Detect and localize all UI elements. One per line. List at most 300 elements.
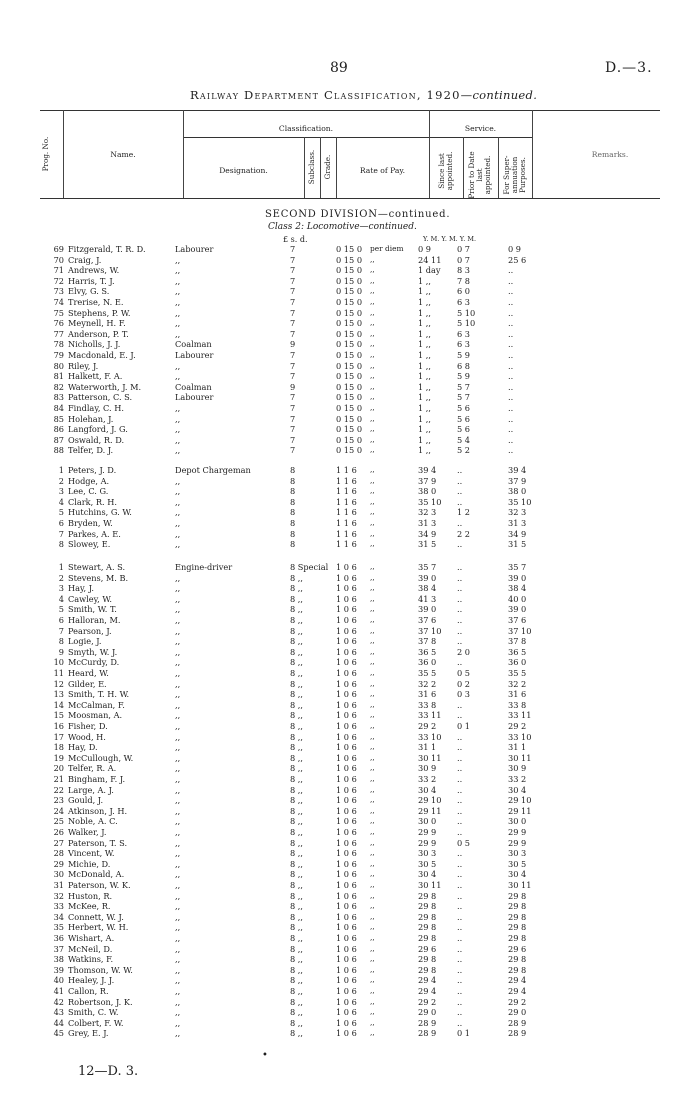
grade-cell: 8 ,, [290,1007,304,1018]
table-row [0,573,700,584]
grade-cell: 8 ,, [290,805,304,816]
prog-no: 29 [53,858,64,869]
since-last-cell: 30 9 [418,763,437,774]
units-row [283,235,477,244]
super-cell: .. [508,307,514,318]
header-rate-of-pay: Rate of Pay. [359,166,406,175]
prior-cell: 5 7 [457,392,471,403]
prog-no: 84 [53,403,64,413]
table-row [0,594,700,605]
prog-no: 21 [53,774,64,784]
super-cell: .. [508,318,514,329]
designation-cell: ,, [175,625,181,636]
grade-cell: 7 [290,424,296,435]
super-cell: .. [508,413,514,424]
prog-no: 73 [53,286,64,297]
grade-cell: 8 ,, [290,795,304,806]
designation-cell: ,, [175,837,181,848]
prior-cell: .. [457,901,463,912]
name-cell: Callon, R. [68,986,109,996]
grade-cell: 9 [290,339,296,350]
since-last-cell: 39 0 [418,604,437,615]
table-row [0,880,700,891]
prior-cell: .. [457,816,463,827]
prog-no: 78 [53,339,64,350]
since-last-cell: 29 6 [418,943,437,954]
since-last-cell: 37 6 [418,615,437,625]
prog-no: 32 [53,890,64,901]
name-cell: Grey, E. J. [68,1028,109,1039]
grade-cell: 8 [290,475,296,486]
table-row [0,615,700,626]
designation-cell: ,, [175,657,181,668]
super-cell: 29 11 [508,805,532,816]
super-cell: 29 8 [508,911,527,922]
super-cell: 34 9 [508,528,527,539]
prior-cell: .. [457,496,463,507]
prog-no: 10 [53,657,64,668]
rate-cell: 0 15 0 [336,286,363,297]
prog-no: 12 [53,678,64,689]
prog-no: 1 [58,562,64,572]
since-last-cell: 1 ,, [418,445,432,456]
col-rule [532,110,533,198]
designation-cell: ,, [175,996,181,1007]
prog-no: 85 [53,413,64,424]
table-row [0,700,700,711]
per-cell: ,, [370,518,375,527]
designation-cell: ,, [175,636,181,647]
grade-cell: 7 [290,392,296,403]
name-cell: Lee, C. G. [68,486,109,497]
since-last-cell: 29 0 [418,1007,437,1018]
rate-cell: 1 0 6 [336,699,357,710]
designation-cell: ,, [175,496,181,507]
per-cell: ,, [370,539,375,549]
prog-no: 71 [53,265,64,276]
grade-cell: 8 ,, [290,922,304,933]
name-cell: Gould, J. [68,795,104,806]
grade-cell: 8 ,, [290,742,304,753]
name-cell: Cawley, W. [68,593,112,604]
header-subclass: Subclass. [307,149,316,185]
prior-cell: .. [457,964,463,975]
table-row [0,753,700,764]
prior-cell: 0 7 [457,244,471,254]
table-row [0,763,700,774]
per-cell: ,, [370,507,375,517]
since-last-cell: 29 9 [418,837,437,848]
prog-no: 7 [58,625,64,636]
rate-cell: 1 0 6 [336,562,357,572]
designation-cell: Labourer [175,392,214,403]
since-last-cell: 33 8 [418,699,437,710]
rate-cell: 1 0 6 [336,1017,357,1028]
prior-cell: 6 0 [457,286,471,297]
prog-no: 86 [53,424,64,435]
table-row [0,689,700,700]
prog-no: 77 [53,328,64,339]
prog-no: 31 [53,880,64,890]
name-cell: Vincent, W. [68,848,115,859]
super-cell: .. [508,371,514,382]
prior-cell: 0 2 [457,678,471,689]
table-row [0,1018,700,1029]
prior-cell: 2 2 [457,528,471,539]
prog-no: 35 [53,922,64,933]
prior-cell: .. [457,710,463,721]
since-last-cell: 29 9 [418,827,437,837]
table-row [0,933,700,944]
name-cell: Fisher, D. [68,721,108,731]
prior-cell: 6 8 [457,360,471,371]
prog-no: 2 [58,572,64,583]
prog-no: 44 [53,1017,64,1028]
since-last-cell: 30 5 [418,858,437,869]
grade-cell: 8 ,, [290,933,304,943]
rate-cell: 1 1 6 [336,518,357,528]
classification-rule [183,137,429,138]
per-cell: ,, [370,403,375,412]
designation-cell: ,, [175,475,181,486]
since-last-cell: 29 8 [418,954,437,965]
rate-cell: 1 0 6 [336,593,357,604]
table-row [0,975,700,986]
name-cell: Huston, R. [68,890,113,901]
prog-no: 17 [53,731,64,742]
table-top-rule [40,110,660,111]
super-cell: 37 9 [508,475,527,486]
designation-cell: Labourer [175,350,214,360]
grade-cell: 8 [290,518,296,528]
super-cell: 33 11 [508,710,532,721]
prog-no: 80 [53,360,64,371]
rate-cell: 0 15 0 [336,275,363,286]
rate-cell: 1 0 6 [336,1007,357,1018]
table-row [0,392,700,403]
super-cell: 30 4 [508,869,527,880]
grade-cell: 7 [290,244,296,254]
rate-cell: 0 15 0 [336,328,363,339]
name-cell: Paterson, W. K. [68,880,131,890]
rate-cell: 1 0 6 [336,890,357,901]
since-last-cell: 1 day [418,265,441,276]
super-cell: 29 8 [508,933,527,943]
rate-cell: 1 0 6 [336,636,357,647]
table-row [0,816,700,827]
per-cell: ,, [370,528,375,538]
col-rule [498,137,499,198]
grade-cell: 8 ,, [290,593,304,604]
rate-cell: 0 15 0 [336,339,363,350]
prior-cell: 5 7 [457,381,471,392]
grade-cell: 8 ,, [290,911,304,922]
rate-cell: 1 0 6 [336,996,357,1007]
name-cell: Walker, J. [68,827,107,837]
grade-cell: 8 ,, [290,646,304,657]
prog-no: 4 [58,593,64,604]
grade-cell: 7 [290,413,296,424]
designation-cell: ,, [175,1017,181,1028]
name-cell: Logie, J. [68,636,102,647]
prog-no: 6 [58,518,64,528]
prog-no: 40 [53,975,64,986]
super-cell: 31 5 [508,539,527,550]
prior-cell: .. [457,636,463,647]
designation-cell: ,, [175,539,181,550]
rate-cell: 1 0 6 [336,752,357,763]
super-cell: 35 10 [508,496,532,507]
per-cell: ,, [370,689,375,699]
grade-cell: 8 ,, [290,837,304,848]
rate-cell: 1 0 6 [336,646,357,657]
designation-cell: ,, [175,507,181,518]
name-cell: Oswald, R. D. [68,434,125,445]
rate-cell: 1 0 6 [336,572,357,583]
per-cell: ,, [370,318,375,328]
name-cell: Meynell, H. F. [68,318,126,329]
rate-cell: 1 0 6 [336,869,357,880]
prog-no: 82 [53,381,64,392]
per-cell: ,, [370,371,375,381]
since-last-cell: 29 8 [418,911,437,922]
rate-cell: 0 15 0 [336,392,363,403]
prog-no: 36 [53,933,64,943]
rate-cell: 1 0 6 [336,763,357,774]
per-cell: ,, [370,445,375,455]
per-cell: ,, [370,636,375,646]
prior-cell: .. [457,731,463,742]
prog-no: 39 [53,964,64,975]
since-last-cell: 1 ,, [418,275,432,286]
rate-cell: 1 0 6 [336,901,357,912]
super-cell: 31 3 [508,518,527,528]
prior-cell: 8 3 [457,265,471,276]
prior-cell: .. [457,475,463,486]
name-cell: Stewart, A. S. [68,562,126,572]
prior-cell: 5 10 [457,307,476,318]
prog-no: 8 [58,539,64,550]
grade-cell: 8 ,, [290,731,304,742]
prior-cell: .. [457,604,463,615]
units-service: Y. M. Y. M. Y. M. [423,235,477,243]
super-cell: 29 0 [508,1007,527,1018]
header-superannuation: For Super-annuation Purposes. [502,155,527,195]
table-row [0,891,700,902]
rate-cell: 0 15 0 [336,360,363,371]
super-cell: .. [508,403,514,413]
grade-cell: 7 [290,360,296,371]
since-last-cell: 30 11 [418,752,442,763]
prog-no: 15 [53,710,64,721]
table-row [0,403,700,414]
per-cell: ,, [370,858,375,868]
name-cell: Andrews, W. [68,265,120,276]
name-cell: Pearson, J. [68,625,112,636]
grade-cell: 8 ,, [290,954,304,965]
table-row [0,371,700,382]
table-row [0,944,700,955]
name-cell: Macdonald, E. J. [68,350,136,360]
super-cell: .. [508,445,514,456]
grade-cell: 8 ,, [290,1028,304,1039]
prior-cell: .. [457,943,463,954]
rate-cell: 1 0 6 [336,657,357,668]
since-last-cell: 30 3 [418,848,437,859]
rate-cell: 1 0 6 [336,848,357,859]
name-cell: Parkes, A. E. [68,528,121,539]
designation-cell: ,, [175,774,181,784]
prog-no: 76 [53,318,64,329]
designation-cell: ,, [175,286,181,297]
designation-cell: ,, [175,922,181,933]
table-row [0,795,700,806]
service-rule [429,137,532,138]
since-last-cell: 29 4 [418,986,437,996]
per-cell: ,, [370,996,375,1006]
super-cell: 30 11 [508,880,532,890]
table-header-bottom-rule [40,198,660,199]
prog-no: 20 [53,763,64,774]
per-cell: ,, [370,816,375,826]
name-cell: Stevens, M. B. [68,572,129,583]
grade-cell: 8 ,, [290,710,304,721]
per-cell: ,, [370,265,375,275]
rate-cell: 1 0 6 [336,731,357,742]
prior-cell: .. [457,657,463,668]
since-last-cell: 1 ,, [418,360,432,371]
rate-cell: 1 0 6 [336,858,357,869]
super-cell: 37 8 [508,636,527,647]
super-cell: 28 9 [508,1028,527,1039]
per-cell: ,, [370,933,375,942]
table-row [0,382,700,393]
super-cell: 29 6 [508,943,527,954]
designation-cell: ,, [175,689,181,700]
since-last-cell: 41 3 [418,593,437,604]
designation-cell: ,, [175,710,181,721]
table-row [0,529,700,540]
designation-cell: ,, [175,827,181,837]
designation-cell: Coalman [175,381,212,392]
super-cell: 30 11 [508,752,532,763]
grade-cell: 8 ,, [290,678,304,689]
name-cell: Smyth, W. J. [68,646,118,657]
grade-cell: 8 ,, [290,880,304,890]
name-cell: Slowey, E. [68,539,111,550]
table-row [0,806,700,817]
grade-cell: 8 ,, [290,858,304,869]
name-cell: Connett, W. J. [68,911,124,922]
grade-cell: 8 ,, [290,890,304,901]
super-cell: .. [508,339,514,350]
grade-cell: 8 ,, [290,943,304,954]
rate-cell: 0 15 0 [336,381,363,392]
name-cell: Telfer, D. J. [68,445,114,456]
rate-cell: 1 0 6 [336,710,357,721]
grade-cell: 7 [290,403,296,413]
footer-code: 12—D. 3. [78,1064,139,1079]
super-cell: .. [508,265,514,276]
per-cell: ,, [370,625,375,635]
grade-cell: 8 ,, [290,996,304,1007]
designation-cell: Depot Chargeman [175,465,251,475]
header-name: Name. [110,150,136,159]
since-last-cell: 35 5 [418,668,437,678]
since-last-cell: 1 ,, [418,318,432,329]
grade-cell: 8 [290,496,296,507]
super-cell: 29 8 [508,901,527,912]
rate-cell: 1 0 6 [336,954,357,965]
per-cell: ,, [370,657,375,667]
name-cell: Hodge, A. [68,475,110,486]
super-cell: 37 6 [508,615,527,625]
table-row [0,859,700,870]
prior-cell: .. [457,699,463,710]
grade-cell: 8 ,, [290,636,304,647]
per-cell: ,, [370,496,375,506]
table-row [0,339,700,350]
since-last-cell: 37 10 [418,625,442,636]
rate-cell: 0 15 0 [336,244,363,254]
table-row [0,297,700,308]
prior-cell: .. [457,848,463,859]
per-cell: ,, [370,465,375,474]
prog-no: 45 [53,1028,64,1039]
prior-cell: 0 7 [457,254,471,265]
table-row [0,539,700,550]
prog-no: 75 [53,307,64,318]
grade-cell: 8 ,, [290,816,304,827]
name-cell: Hutchins, G. W. [68,507,132,518]
prior-cell: .. [457,975,463,986]
rate-cell: 1 0 6 [336,625,357,636]
designation-cell: ,, [175,805,181,816]
rate-cell: 0 15 0 [336,297,363,307]
prior-cell: .. [457,869,463,880]
super-cell: 33 2 [508,774,527,784]
super-cell: 39 0 [508,572,527,583]
prog-no: 79 [53,350,64,360]
prior-cell: .. [457,922,463,933]
units-money: £ s. d. [283,235,308,244]
name-cell: Thomson, W. W. [68,964,133,975]
prog-no: 2 [58,475,64,486]
name-cell: Wishart, A. [68,933,115,943]
super-cell: 29 10 [508,795,532,806]
grade-cell: 8 Special [290,562,329,572]
name-cell: Holehan, J. [68,413,114,424]
rate-cell: 0 15 0 [336,413,363,424]
rate-cell: 1 1 6 [336,486,357,497]
per-cell: ,, [370,486,375,496]
table-row [0,922,700,933]
per-cell: ,, [370,1017,375,1027]
per-cell: ,, [370,795,375,805]
name-cell: Elvy, G. S. [68,286,110,297]
header-remarks: Remarks. [591,150,629,159]
designation-cell: ,, [175,784,181,795]
rate-cell: 1 0 6 [336,583,357,594]
prog-no: 22 [53,784,64,795]
super-cell: 35 5 [508,668,527,678]
name-cell: Gilder, E. [68,678,107,689]
name-cell: Colbert, F. W. [68,1017,124,1028]
prior-cell: .. [457,572,463,583]
name-cell: McKee, R. [68,901,111,912]
dot-mark: • [262,1050,268,1061]
designation-cell: ,, [175,328,181,339]
